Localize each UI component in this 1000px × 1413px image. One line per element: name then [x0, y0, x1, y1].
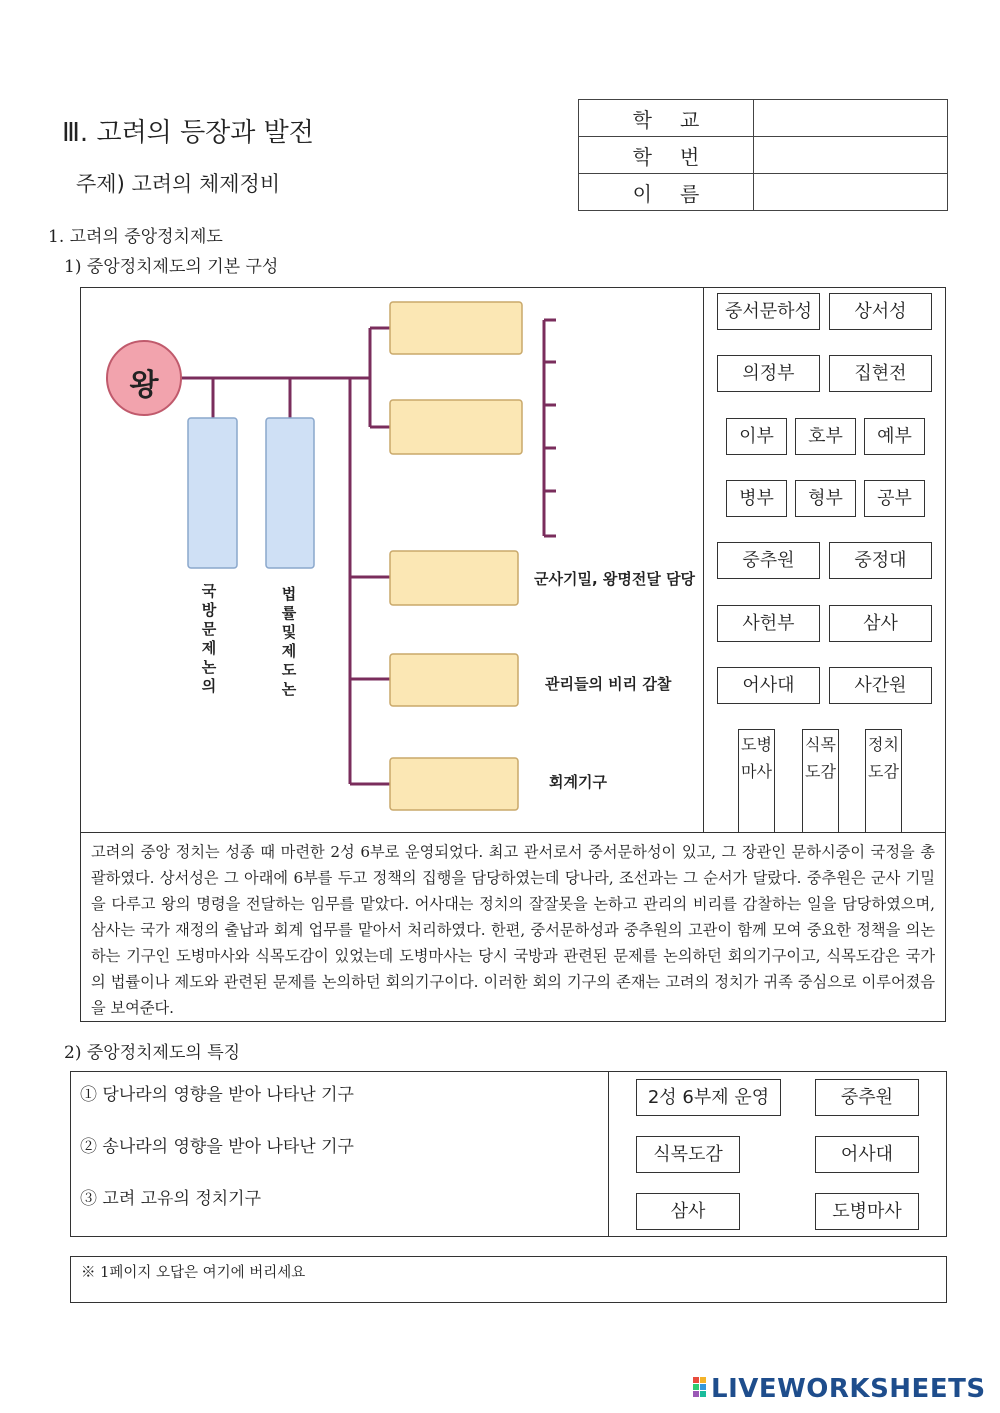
right-label-accounting: 회계기구 — [549, 773, 607, 791]
page-title: Ⅲ. 고려의 등장과 발전 — [62, 118, 314, 148]
option-jungchuwon[interactable]: 중추원 — [717, 542, 820, 579]
blank-box-4 — [390, 654, 518, 706]
student-info-table — [578, 99, 948, 211]
option-saheonbu[interactable]: 사헌부 — [717, 605, 820, 642]
student-number-label: 학번 — [579, 137, 754, 174]
blank-box-1 — [390, 302, 522, 354]
option-jeongchidogam[interactable]: 정치도감 — [865, 729, 902, 833]
feature-option-eosadae[interactable]: 어사대 — [815, 1136, 919, 1173]
option-eosadae[interactable]: 어사대 — [717, 667, 820, 704]
note-text: ※ 1페이지 오답은 여기에 버리세요 — [81, 1265, 306, 1281]
option-ibu[interactable]: 이부 — [726, 418, 787, 455]
feature-option-samsa[interactable]: 삼사 — [636, 1193, 740, 1230]
page-subtitle: 주제) 고려의 체제정비 — [76, 172, 281, 196]
right-label-military: 군사기밀, 왕명전달 담당 — [534, 570, 696, 588]
option-saganwon[interactable]: 사간원 — [829, 667, 932, 704]
option-yebu[interactable]: 예부 — [864, 418, 925, 455]
features-divider — [608, 1071, 609, 1237]
description-paragraph: 고려의 중앙 정치는 성종 때 마련한 2성 6부로 운영되었다. 최고 관서로서 중서문하성이 있고, 그 장관인 문하시중이 국정을 총괄하였다. 상서성은 그 아래에 6부를 두고 정책의 집행을 담당하였는데 당나라, 조선과는 그 순서가 달랐다. 중추원은 군사 기밀을 다루고 왕의 명령을 전달하는 임무를 맡았다. 어사대는 정치의 잘잘못을 논하고 관리의 비리를 감찰하는 일을 담당하였으며, 삼사는 국가 재정의 출납과 회계 업무를 맡아서 처리하였다. 한편, 중서문하성과 중추원의 고관이 함께 모여 중요한 정책을 의논하는 기구인 도병마사와 식목도감이 있었는데 도병마사는 당시 국방과 관련된 문제를 논의하던 회의기구이고, 식목도감은 국가의 법률이나 제도와 관련된 문제를 논의하던 회의기구이다. 이러한 회의 기구의 존재는 고려의 정치가 귀족 중심으로 이루어졌음을 보여준다. — [80, 833, 946, 1022]
subsection-heading-structure: 1) 중앙정치제도의 기본 구성 — [64, 257, 279, 277]
option-sikmokdogam[interactable]: 식목도감 — [802, 729, 839, 833]
option-jiphyeonjeon[interactable]: 집현전 — [829, 355, 932, 392]
feature-option-sikmokdogam[interactable]: 식목도감 — [636, 1136, 740, 1173]
right-label-inspection: 관리들의 비리 감찰 — [545, 675, 672, 693]
subsection-heading-features: 2) 중앙정치제도의 특징 — [64, 1043, 241, 1063]
blue-box-2 — [266, 418, 314, 568]
student-number-field[interactable] — [754, 137, 948, 174]
left-label-law: 법률 및 제도 논 — [281, 585, 297, 698]
king-label: 왕 — [129, 368, 159, 403]
option-gongbu[interactable]: 공부 — [864, 480, 925, 517]
feature-question-3: ③ 고려 고유의 정치기구 — [80, 1189, 262, 1209]
option-samsa[interactable]: 삼사 — [829, 605, 932, 642]
diagram-divider — [703, 287, 704, 833]
option-jungseomunhaseong[interactable]: 중서문하성 — [717, 293, 820, 330]
school-field[interactable] — [754, 100, 948, 137]
wrong-answer-dropzone[interactable] — [70, 1256, 947, 1303]
left-label-defense: 국방문제 논의 — [201, 582, 217, 695]
option-byeongbu[interactable]: 병부 — [726, 480, 787, 517]
blue-box-1 — [188, 418, 237, 568]
name-field[interactable] — [754, 174, 948, 211]
option-hyeongbu[interactable]: 형부 — [795, 480, 856, 517]
name-label: 이름 — [579, 174, 754, 211]
feature-option-jungchuwon[interactable]: 중추원 — [815, 1079, 919, 1116]
blank-box-3 — [390, 551, 518, 605]
blank-box-5 — [390, 758, 518, 810]
option-uijeongbu[interactable]: 의정부 — [717, 355, 820, 392]
section-heading: 1. 고려의 중앙정치제도 — [48, 227, 223, 247]
feature-question-2: ② 송나라의 영향을 받아 나타난 기구 — [80, 1137, 354, 1157]
option-jungjeongdae[interactable]: 중정대 — [829, 542, 932, 579]
feature-option-2seong6bu[interactable]: 2성 6부제 운영 — [636, 1079, 781, 1116]
blank-box-2 — [390, 400, 522, 454]
option-dobyeongmasa[interactable]: 도병마사 — [738, 729, 775, 833]
liveworksheets-logo: LIVEWORKSHEETS — [711, 1374, 986, 1404]
option-hobu[interactable]: 호부 — [795, 418, 856, 455]
liveworksheets-logo-icon — [693, 1377, 707, 1401]
option-sangseoseong[interactable]: 상서성 — [829, 293, 932, 330]
feature-option-dobyeongmasa[interactable]: 도병마사 — [815, 1193, 919, 1230]
school-label: 학교 — [579, 100, 754, 137]
feature-question-1: ① 당나라의 영향을 받아 나타난 기구 — [80, 1085, 354, 1105]
